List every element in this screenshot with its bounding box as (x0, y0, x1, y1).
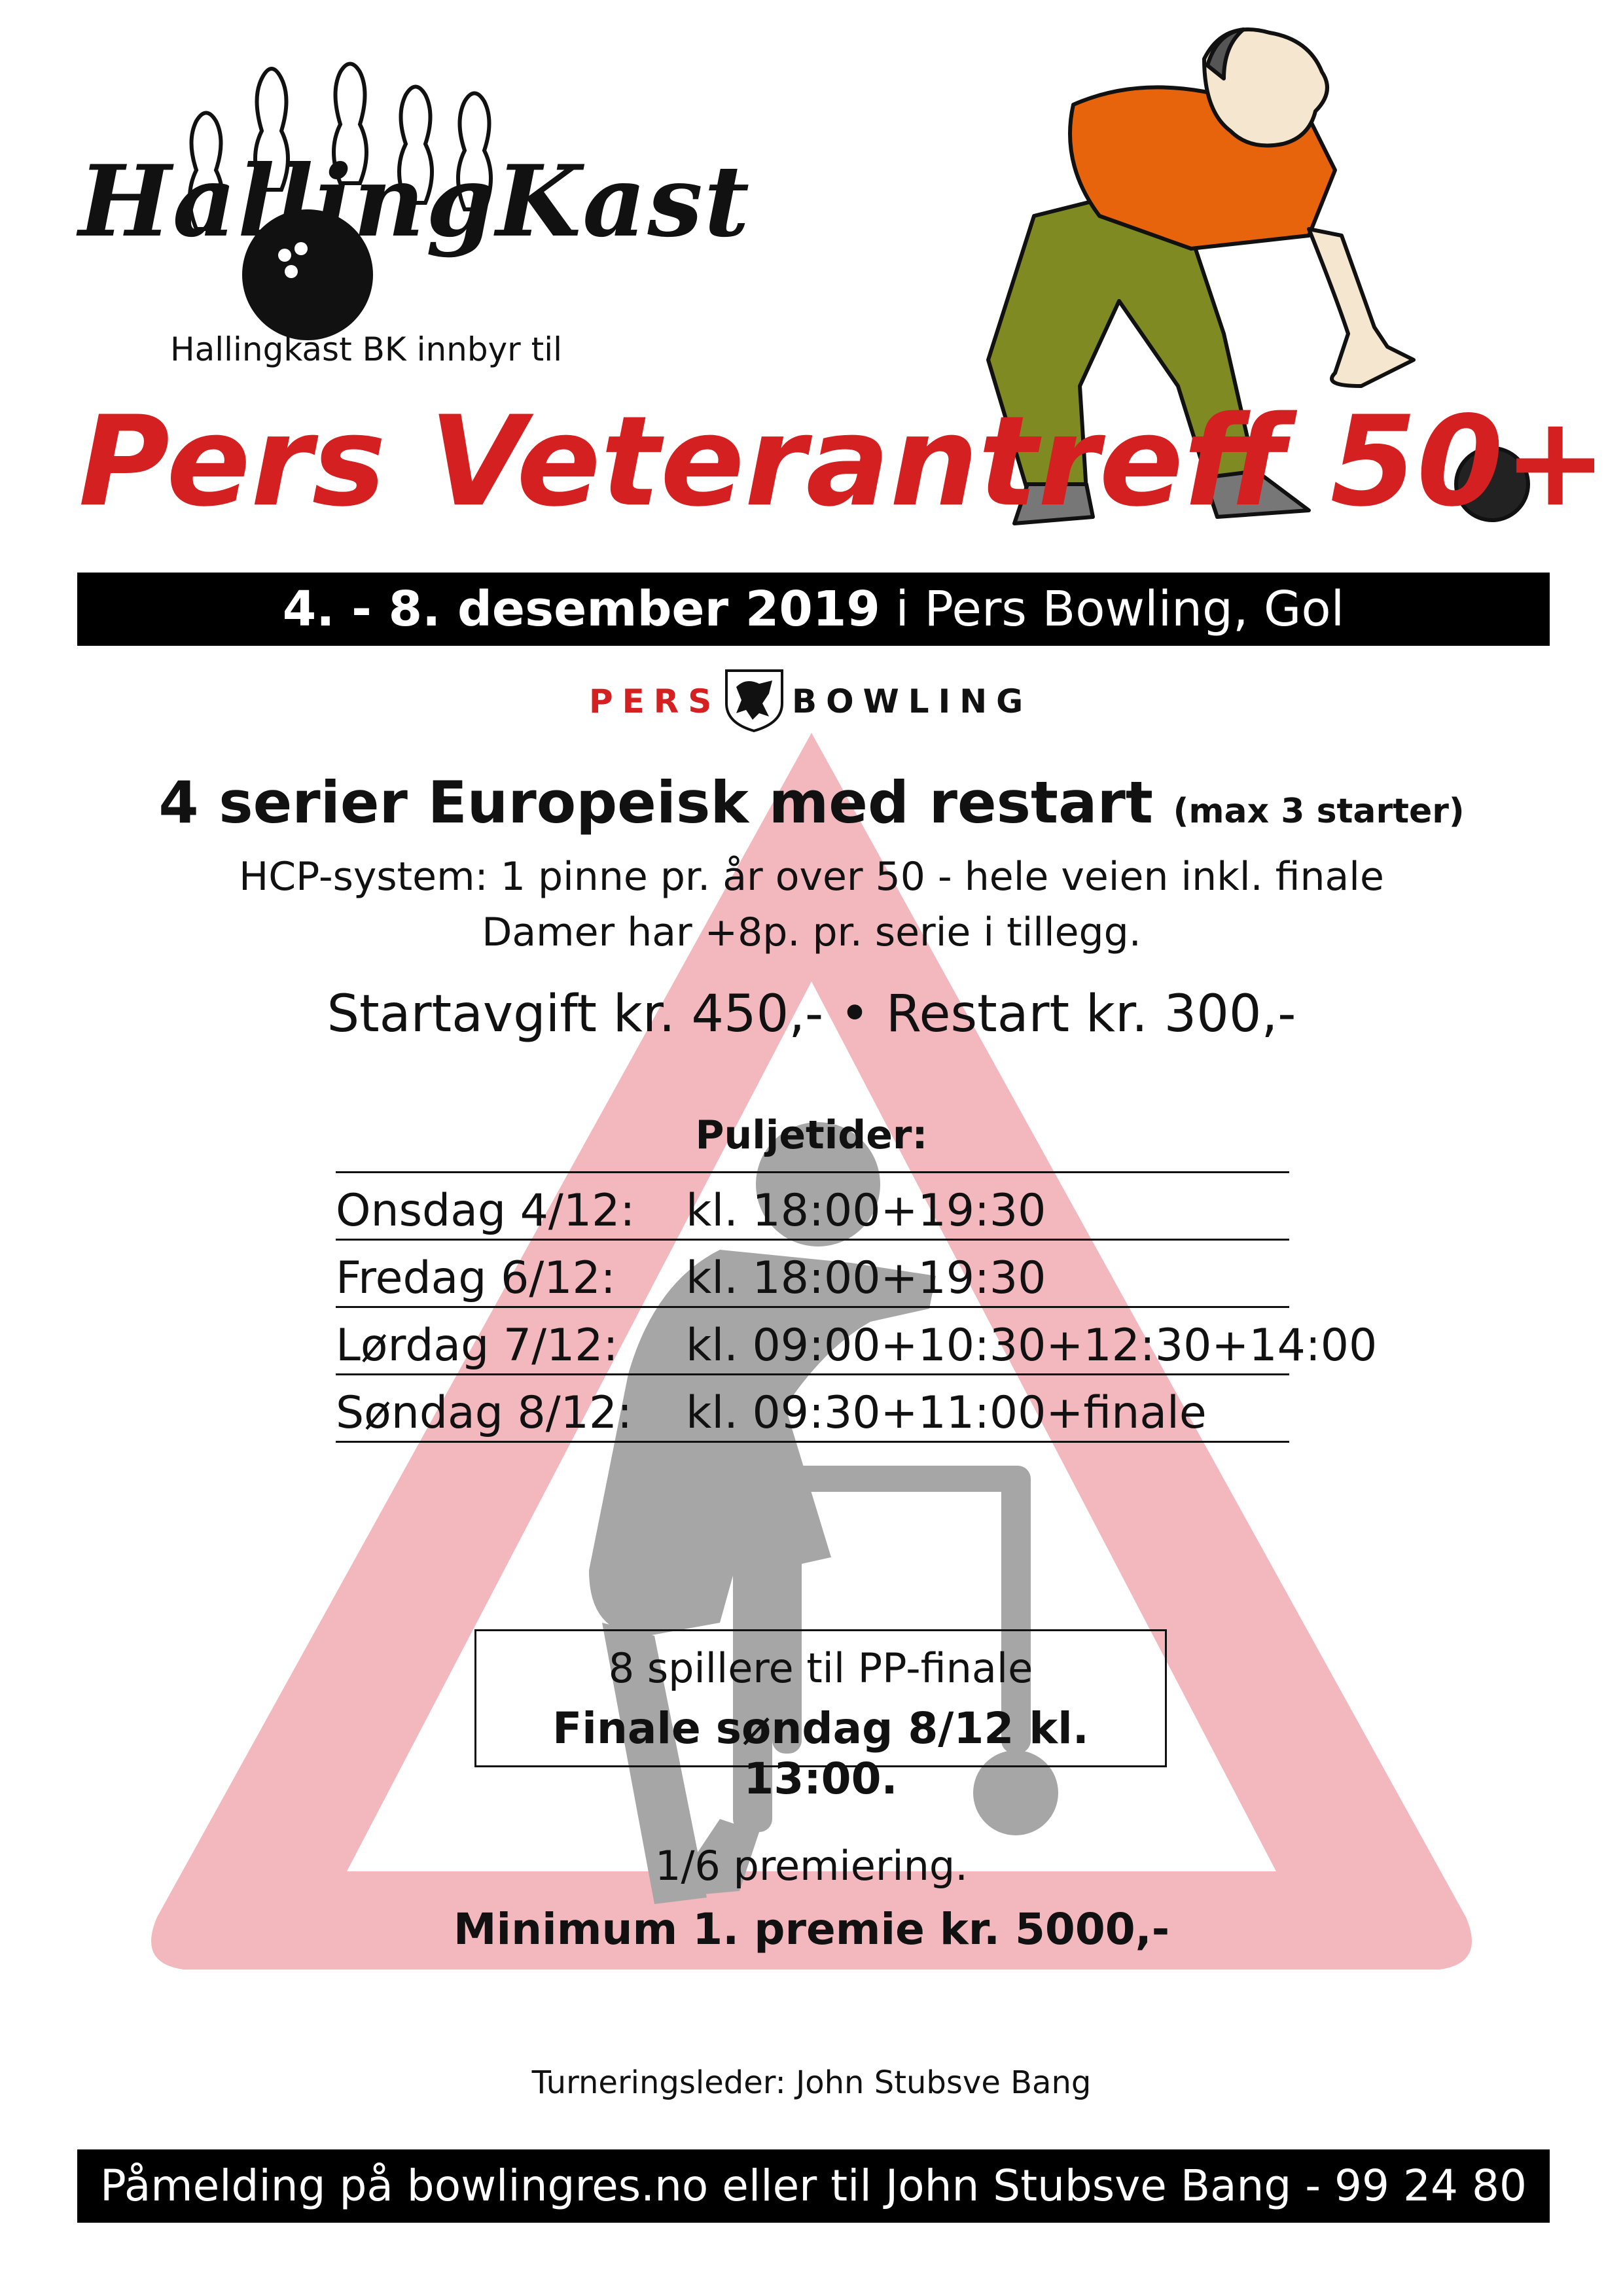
finale-time-text: Finale søndag 8/12 kl. 13:00. (552, 1703, 1089, 1804)
event-title: Pers Veterantreff 50+ (79, 389, 1608, 534)
event-location: i Pers Bowling, Gol (880, 581, 1345, 637)
organizer-text: Turneringsleder: John Stubsve Bang (531, 2064, 1092, 2101)
first-prize-text: Minimum 1. premie kr. 5000,- (453, 1904, 1170, 1954)
sponsor-left-text: PERS (589, 682, 721, 720)
table-row (336, 1373, 1289, 1443)
table-row (336, 1239, 1289, 1306)
invite-text: Hallingkast BK innbyr til (170, 330, 563, 368)
shield-crest-icon (723, 667, 785, 733)
pers-bowling-logo (589, 664, 1034, 736)
schedule-time: kl. 09:30+11:00+finale (686, 1387, 1207, 1439)
logo-wordmark: HallingKast (79, 144, 751, 259)
date-location-bar (77, 573, 1550, 646)
competition-format (0, 769, 1623, 836)
sponsor-right-text: BOWLING (792, 682, 1033, 720)
schedule-time: kl. 09:00+10:30+12:30+14:00 (686, 1320, 1378, 1371)
schedule-day: Lørdag 7/12: (336, 1320, 618, 1371)
finale-players-text: 8 spillere til PP-finale (608, 1644, 1033, 1692)
event-dates: 4. - 8. desember 2019 (282, 581, 880, 637)
hcp-system-text: HCP-system: 1 pinne pr. år over 50 - hele veien inkl. finale (239, 854, 1384, 900)
registration-footer: Påmelding på bowlingres.no eller til John Stubsve Bang - 99 24 80 49 (77, 2149, 1550, 2223)
format-note: (max 3 starter) (1173, 792, 1465, 831)
schedule-time: kl. 18:00+19:30 (686, 1185, 1046, 1237)
schedule-day: Fredag 6/12: (336, 1252, 616, 1304)
format-main: 4 serier Europeisk med restart (158, 769, 1173, 836)
schedule-table (336, 1171, 1378, 1443)
table-row (336, 1306, 1378, 1373)
schedule-day: Onsdag 4/12: (336, 1185, 635, 1237)
schedule-time: kl. 18:00+19:30 (686, 1252, 1046, 1304)
table-row (336, 1171, 1289, 1239)
prize-ratio-text: 1/6 premiering. (655, 1842, 968, 1890)
finale-info-box (474, 1629, 1167, 1804)
fees-text: Startavgift kr. 450,- • Restart kr. 300,- (327, 985, 1296, 1044)
ladies-bonus-text: Damer har +8p. pr. serie i tillegg. (482, 910, 1141, 955)
schedule-title: Puljetider: (695, 1112, 928, 1158)
schedule-day: Søndag 8/12: (336, 1387, 633, 1439)
